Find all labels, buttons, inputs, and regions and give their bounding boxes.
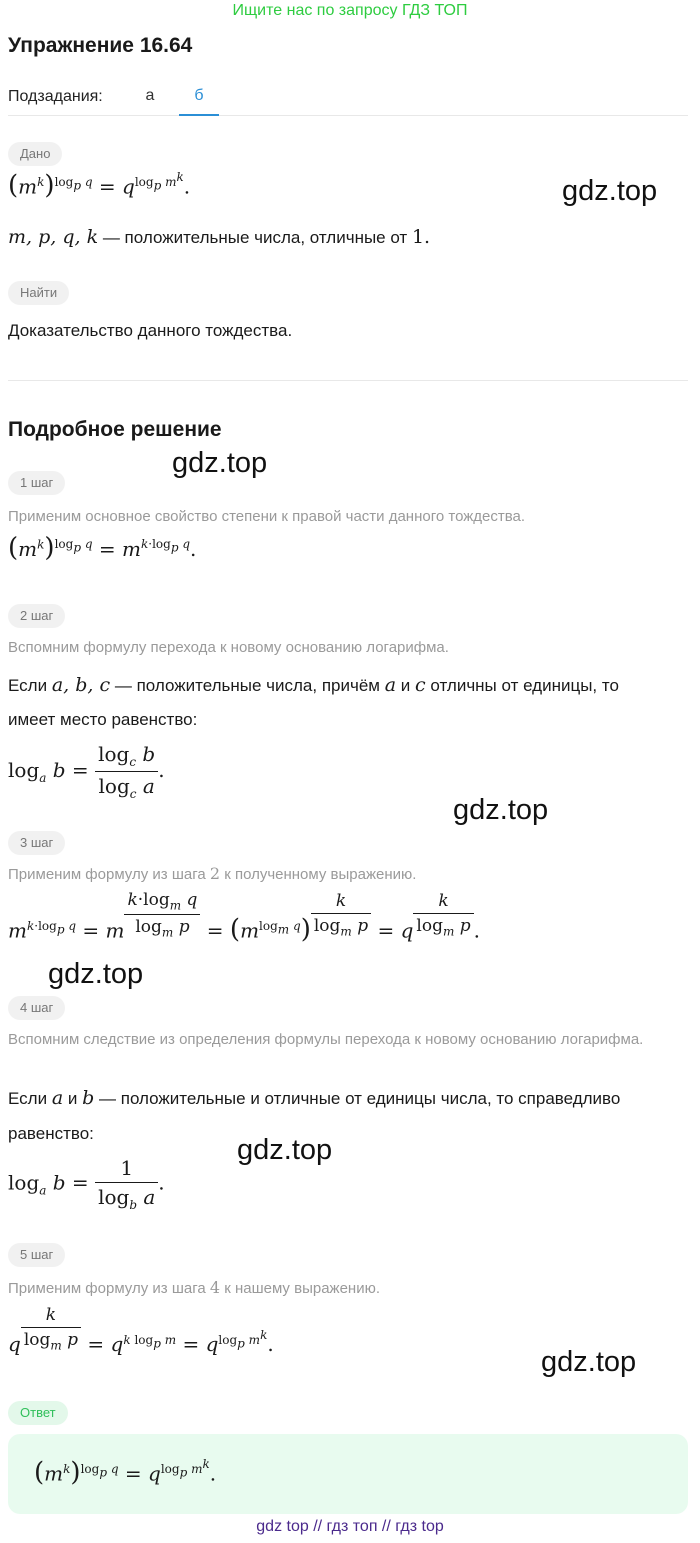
step-5-chip: 5 шаг bbox=[8, 1243, 65, 1267]
solution-title: Подробное решение bbox=[8, 418, 222, 441]
top-banner: Ищите нас по запросу ГДЗ ТОП bbox=[232, 2, 468, 19]
tab-a[interactable]: а bbox=[145, 87, 155, 104]
step-4-text-2: равенство: bbox=[8, 1124, 94, 1143]
step-5-note bbox=[8, 1277, 380, 1300]
step-2-mid: — положительные числа, причём bbox=[114, 676, 380, 695]
step-4-formula: $\log_a b$ = $\frac{1}{\log_b a}$ . bbox=[8, 1156, 165, 1212]
step-3-chip: 3 шаг bbox=[8, 831, 65, 855]
step-5-note-suffix: к нашему выражению. bbox=[224, 1280, 380, 1297]
watermark: gdz.top bbox=[172, 447, 268, 479]
step-3-note-suffix: к полученному выражению. bbox=[224, 866, 417, 883]
step-1-chip: 1 шаг bbox=[8, 471, 65, 495]
step-2-note: Вспомним формулу перехода к новому основанию логарифма. bbox=[8, 639, 449, 656]
step-1-formula: $(m^k)^{log_p q} = m^{k\cdot log_p q}$. bbox=[8, 533, 197, 563]
step-4-note: Вспомним следствие из определения формулы перехода к новому основанию логарифма. bbox=[8, 1031, 644, 1048]
watermark: gdz.top bbox=[453, 794, 549, 826]
step-4-if: Если bbox=[8, 1089, 48, 1108]
answer-chip: Ответ bbox=[8, 1401, 68, 1425]
find-text: Доказательство данного тождества. bbox=[8, 321, 293, 340]
watermark: gdz.top bbox=[562, 175, 658, 207]
step-4-text-1 bbox=[8, 1087, 620, 1109]
given-identity: $(m^k)^{log_p q} = q^{log_p m^k}$. bbox=[8, 170, 191, 201]
given-condition bbox=[8, 226, 430, 248]
step-2-chip: 2 шаг bbox=[8, 604, 65, 628]
step-3-note-num: 2 bbox=[209, 864, 221, 883]
watermark: gdz.top bbox=[48, 958, 144, 990]
step-1-note: Применим основное свойство степени к правой части данного тождества. bbox=[8, 508, 526, 525]
step-4-end: — положительные и отличные от единицы числа, то справедливо bbox=[99, 1089, 621, 1108]
step-3-note-prefix: Применим формулу из шага bbox=[8, 866, 206, 883]
step-2-if: Если bbox=[8, 676, 48, 695]
given-one: 1. bbox=[411, 226, 431, 248]
step-2-var-c: c bbox=[415, 674, 426, 696]
step-3-note bbox=[8, 863, 416, 886]
divider bbox=[8, 380, 688, 381]
step-5-note-num: 4 bbox=[209, 1278, 221, 1297]
step-4-and: и bbox=[67, 1089, 78, 1108]
step-2-text-2: имеет место равенство: bbox=[8, 710, 198, 729]
footer-links[interactable]: gdz top // гдз топ // гдз top bbox=[256, 1518, 444, 1535]
step-4-var-a: a bbox=[51, 1087, 64, 1109]
step-2-text-1 bbox=[8, 674, 619, 696]
step-4-chip: 4 шаг bbox=[8, 996, 65, 1020]
step-4-var-b: b bbox=[82, 1087, 95, 1109]
page-title: Упражнение 16.64 bbox=[8, 34, 193, 57]
tab-b[interactable]: б bbox=[179, 80, 219, 116]
find-chip: Найти bbox=[8, 281, 69, 305]
given-condition-text: — положительные числа, отличные от bbox=[102, 228, 408, 247]
subtasks-bar bbox=[8, 80, 688, 116]
step-2-vars: a, b, c bbox=[51, 674, 111, 696]
step-2-and: и bbox=[400, 676, 411, 695]
step-2-var-a: a bbox=[384, 674, 397, 696]
step-5-formula: q $\frac{k}{\log_m p}$ = $q^{k log_p m} = q^{log_p m^k}$. bbox=[8, 1305, 274, 1357]
given-chip: Дано bbox=[8, 142, 62, 166]
watermark: gdz.top bbox=[237, 1134, 333, 1166]
given-vars: m, p, q, k bbox=[8, 226, 99, 248]
watermark: gdz.top bbox=[541, 1346, 637, 1378]
step-3-formula: $m^{k\cdot log_p q} = m$ $\frac{k\cdot\log_m q}{\log_m p}$ = $(m^{log_m q})$ $\frac{k}{\log_m p}$ = q $\frac{k}{\log_m p}$ . bbox=[8, 890, 481, 945]
answer-formula: $(m^k)^{log_p q} = q^{log_p m^k}$. bbox=[34, 1457, 217, 1488]
step-5-note-prefix: Применим формулу из шага bbox=[8, 1280, 206, 1297]
step-2-end: отличны от единицы, то bbox=[430, 676, 619, 695]
step-2-formula: $\log_a b$ = $\frac{\log_c b}{\log_c a}$ . bbox=[8, 742, 165, 801]
subtasks-label: Подзадания: bbox=[8, 88, 103, 105]
